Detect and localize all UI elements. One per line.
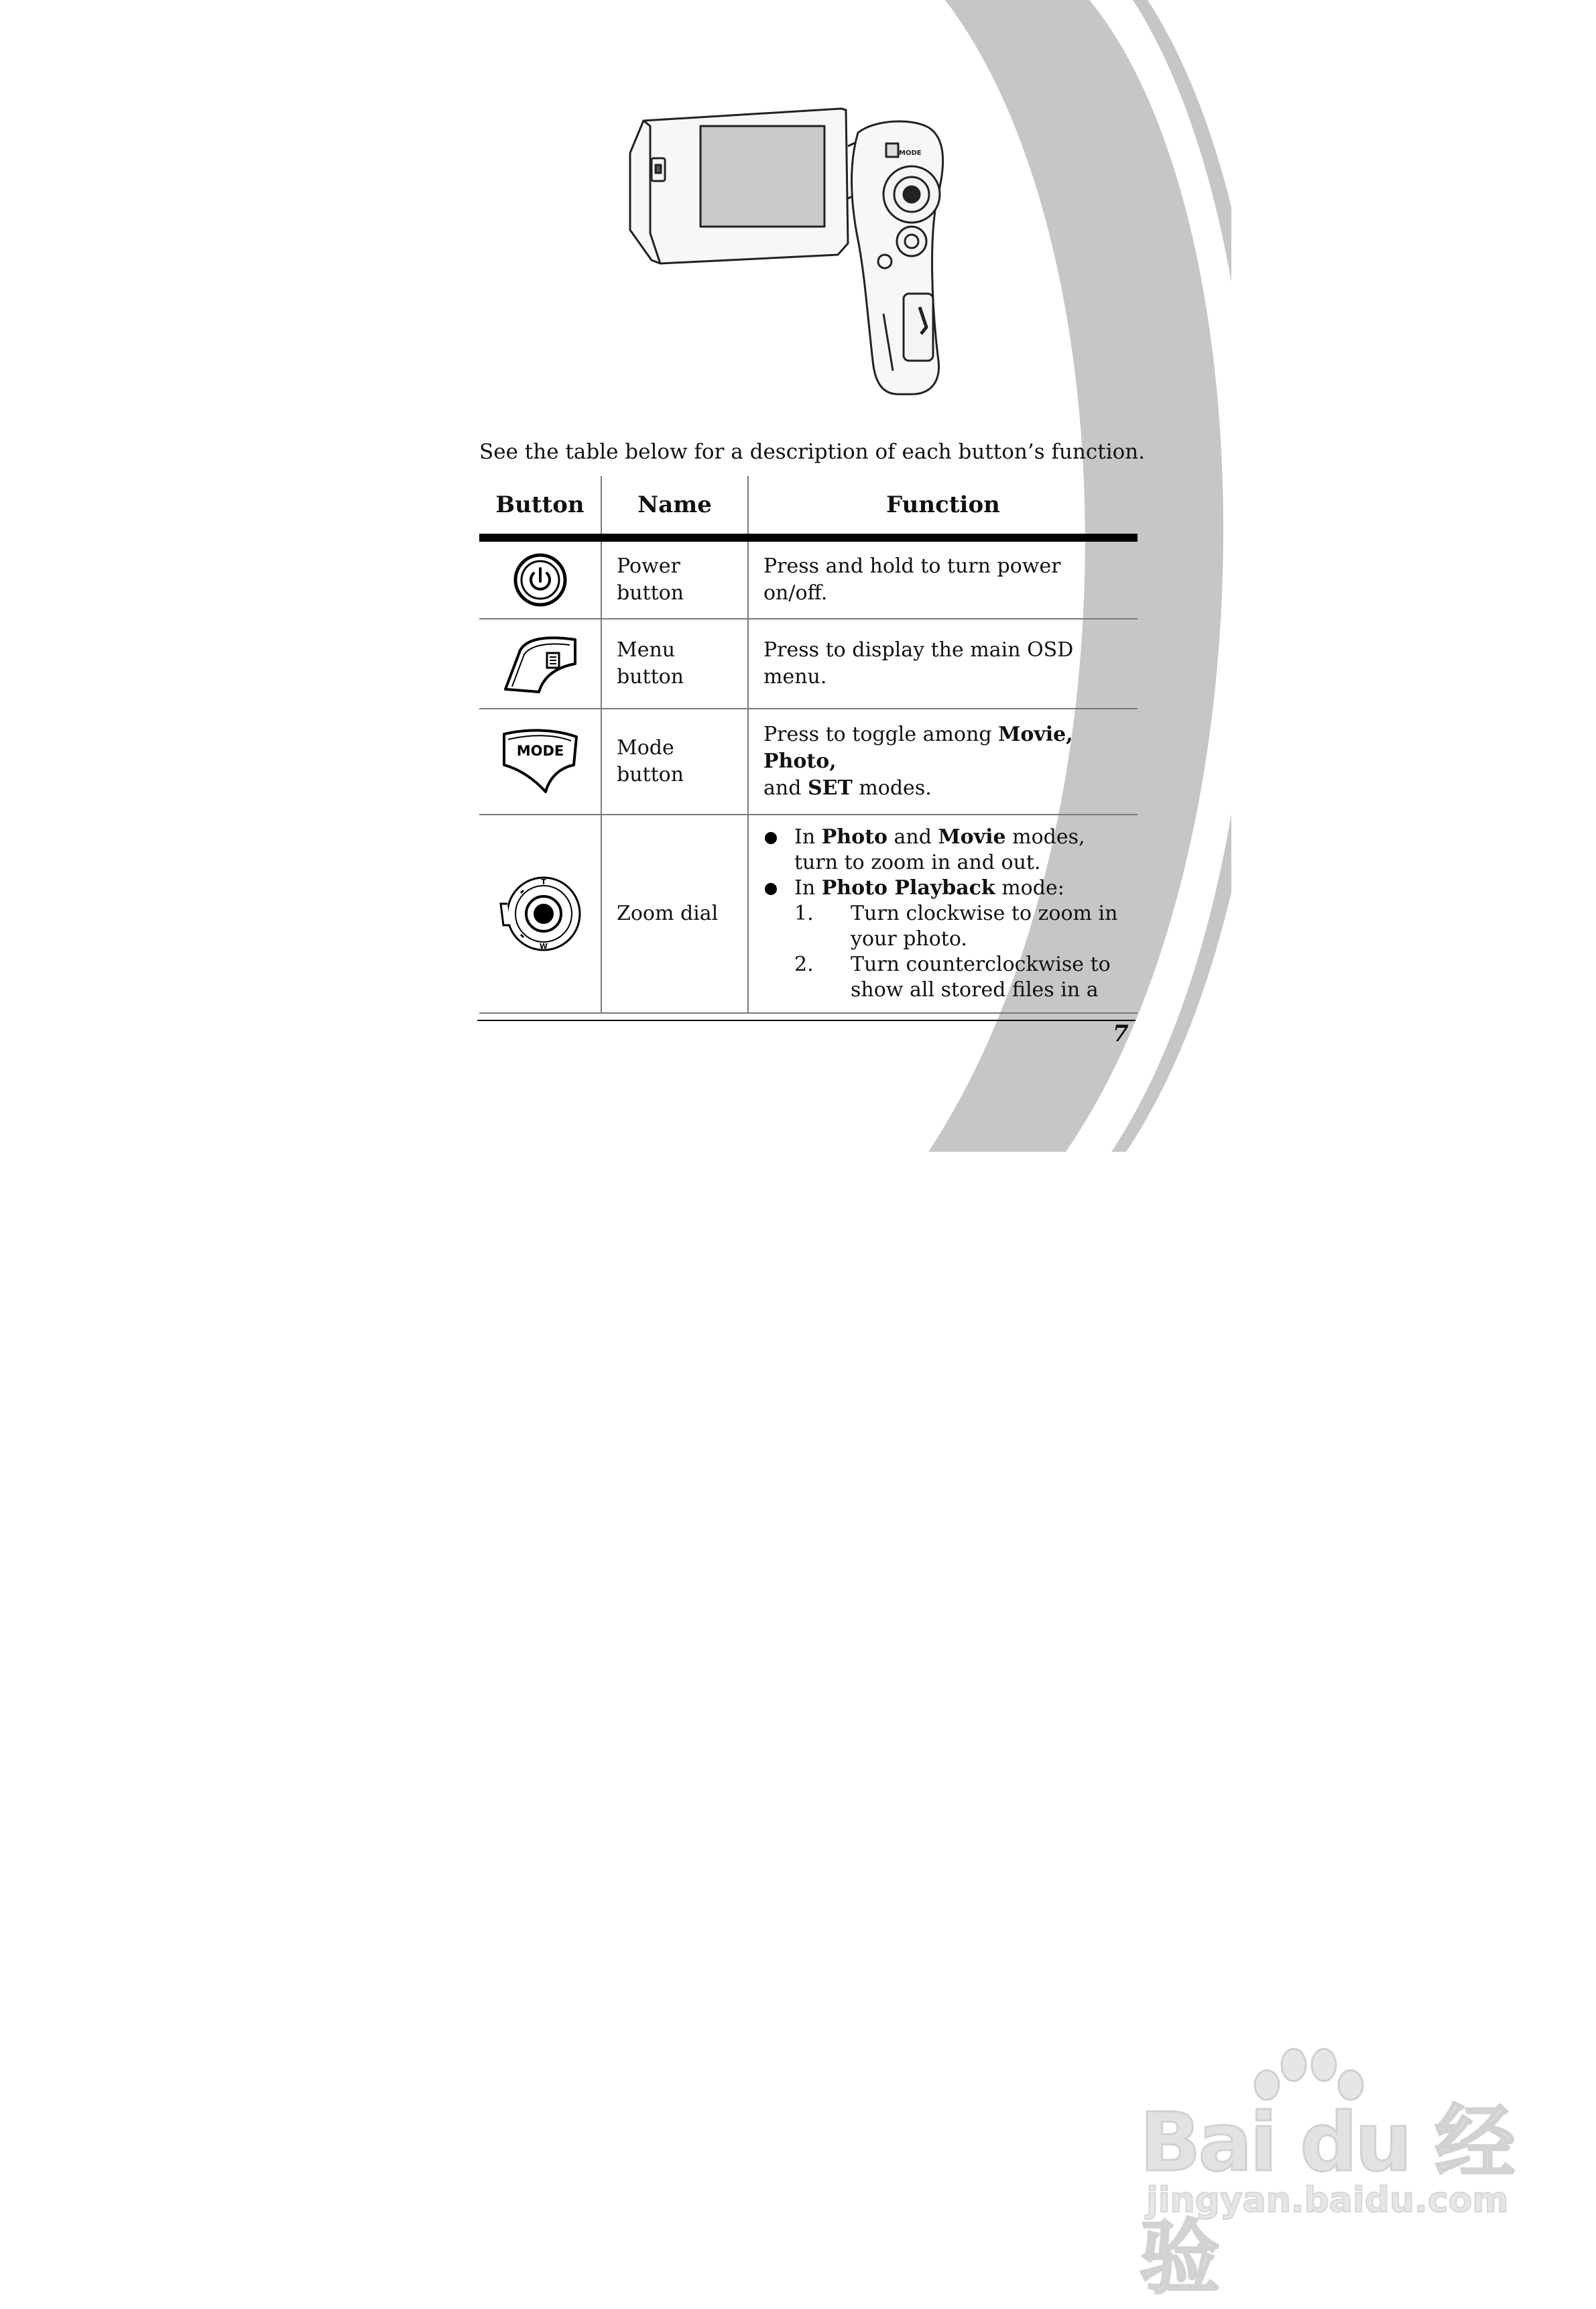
mode-icon-label: MODE bbox=[516, 743, 564, 759]
table-row-power bbox=[479, 538, 1138, 619]
name-power: Power button bbox=[601, 538, 748, 619]
zoom-step-1: 1. Turn clockwise to zoom in your photo. bbox=[794, 902, 1118, 951]
power-icon bbox=[512, 552, 568, 608]
header-function: Function bbox=[748, 476, 1138, 538]
zoom-tele-label: T bbox=[540, 878, 546, 886]
name-mode: Mode button bbox=[601, 709, 748, 815]
zoom-bullet-1: In Photo and Movie modes, turn to zoom in and out. bbox=[763, 825, 1120, 876]
watermark-url: jingyan.baidu.com bbox=[1146, 2180, 1509, 2221]
table-row-menu bbox=[479, 619, 1138, 709]
function-power: Press and hold to turn power on/off. bbox=[748, 538, 1138, 619]
footer-rule bbox=[477, 1020, 1135, 1021]
menu-button-icon bbox=[500, 630, 580, 697]
menu-icon-cell bbox=[479, 619, 601, 709]
intro-text: See the table below for a description of each button’s function. bbox=[479, 440, 1146, 464]
zoom-icon-cell bbox=[479, 815, 601, 1013]
table-row-mode bbox=[479, 709, 1138, 815]
watermark-logo-text: Bai du 经验 bbox=[1140, 2096, 1513, 2305]
name-menu: Menu button bbox=[601, 619, 748, 709]
button-function-table bbox=[479, 476, 1138, 1014]
mode-button-icon bbox=[500, 725, 580, 798]
baidu-watermark bbox=[1140, 2065, 1515, 2305]
zoom-wide-label: W bbox=[539, 942, 548, 951]
header-name: Name bbox=[601, 476, 748, 538]
power-icon-cell bbox=[479, 538, 601, 619]
camcorder-illustration bbox=[623, 106, 959, 401]
camera-mode-label: MODE bbox=[899, 150, 922, 157]
zoom-step-2: 2. Turn counterclockwise to show all stored files in a bbox=[794, 953, 1111, 1002]
header-button: Button bbox=[479, 476, 601, 538]
function-zoom bbox=[748, 815, 1138, 1013]
record-button bbox=[897, 227, 926, 256]
zoom-dial-icon bbox=[497, 870, 584, 957]
function-menu: Press to display the main OSD menu. bbox=[748, 619, 1138, 709]
manual-page bbox=[0, 0, 1231, 1152]
lcd-screen bbox=[700, 126, 824, 227]
mode-icon-cell bbox=[479, 709, 601, 815]
name-zoom: Zoom dial bbox=[601, 815, 748, 1013]
zoom-bullet-2: In Photo Playback mode: bbox=[763, 876, 1120, 901]
table-row-zoom bbox=[479, 815, 1138, 1013]
page-number: 7 bbox=[1113, 1020, 1129, 1047]
table-header-row bbox=[479, 476, 1138, 538]
function-mode: Press to toggle among Movie, Photo, and SET modes. bbox=[748, 709, 1138, 815]
